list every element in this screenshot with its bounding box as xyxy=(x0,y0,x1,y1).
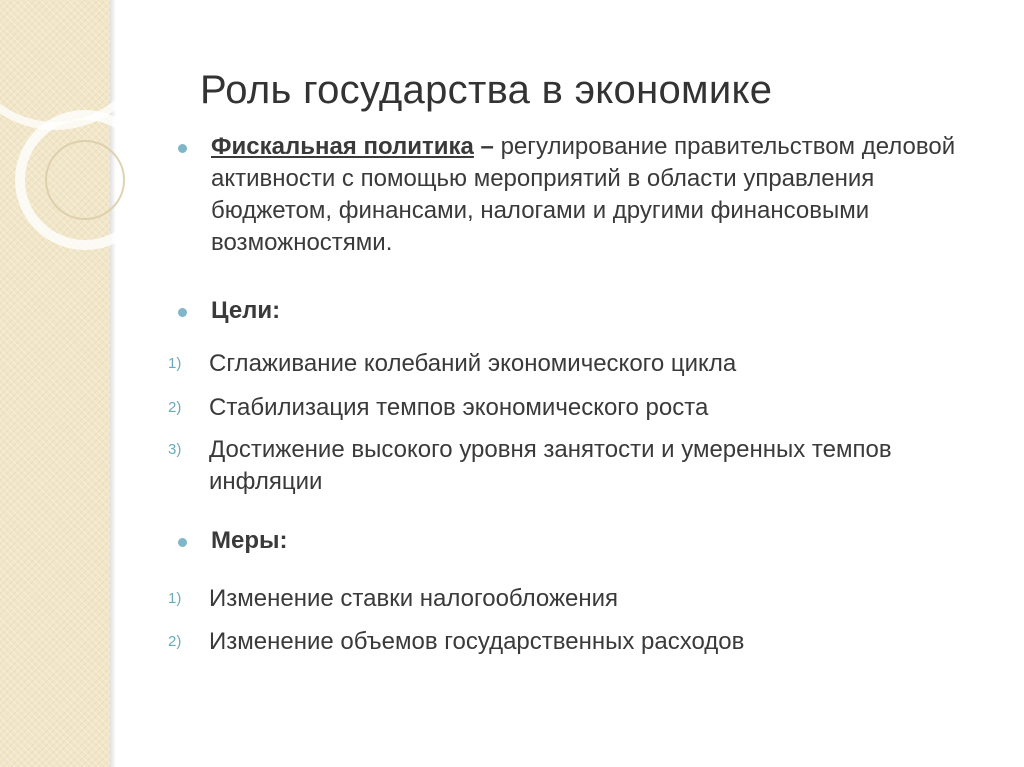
measure-text: Изменение объемов государственных расходов xyxy=(209,628,745,655)
goal-text: Сглаживание колебаний экономического цикла xyxy=(209,350,737,377)
decorative-ring-icon xyxy=(45,140,125,220)
goal-item xyxy=(168,392,968,424)
bullet-dot-icon xyxy=(178,308,187,317)
definition-dash: – xyxy=(473,133,501,160)
measure-number: 1) xyxy=(168,590,182,607)
measure-item xyxy=(168,583,968,615)
bullet-dot-icon xyxy=(178,538,187,547)
measure-text: Изменение ставки налогообложения xyxy=(209,585,618,612)
goal-item xyxy=(168,348,968,380)
goal-number: 1) xyxy=(168,355,182,372)
goals-bullet xyxy=(178,295,978,327)
goal-number: 2) xyxy=(168,399,182,416)
definition-body: регулирование правительством деловой активности с помощью мероприятий в области управления бюджетом, финансами, налогами и другими финансовыми возможностями. xyxy=(211,133,956,256)
bullet-dot-icon xyxy=(178,144,187,153)
goal-number: 3) xyxy=(168,441,182,458)
goals-heading: Цели: xyxy=(211,297,281,324)
goal-text: Стабилизация темпов экономического роста xyxy=(209,394,709,421)
measure-number: 2) xyxy=(168,633,182,650)
measures-heading: Меры: xyxy=(211,527,288,554)
goal-item xyxy=(168,434,968,498)
measure-item xyxy=(168,626,968,658)
goal-text: Достижение высокого уровня занятости и умеренных темпов инфляции xyxy=(209,436,892,495)
definition-term: Фискальная политика xyxy=(211,133,474,160)
measures-bullet xyxy=(178,525,978,557)
definition-bullet xyxy=(178,131,978,259)
slide-title: Роль государства в экономике xyxy=(200,68,773,112)
definition-text xyxy=(211,131,971,259)
